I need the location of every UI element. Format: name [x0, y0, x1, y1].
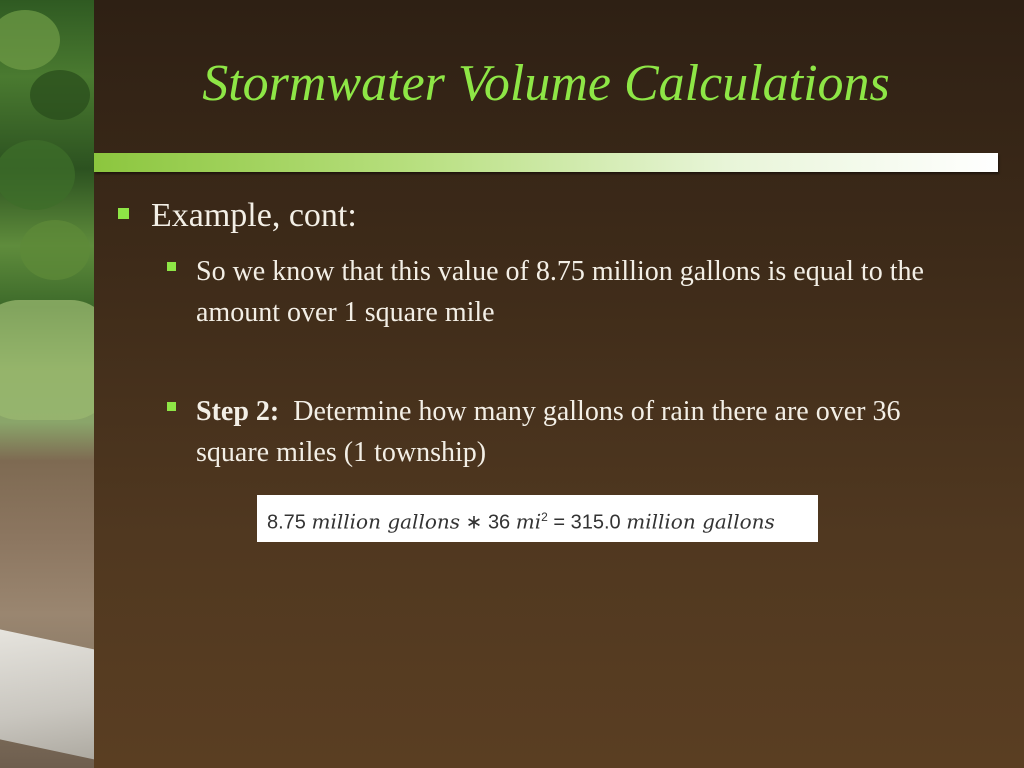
square-bullet-icon [167, 262, 176, 271]
equation-result: 315.0 [570, 511, 621, 534]
equation-operator: ∗ [465, 511, 483, 534]
title-underline-bar [94, 153, 998, 172]
equation-image [257, 495, 818, 542]
bullet-level2 [167, 391, 967, 473]
equation-result-unit: million gallons [626, 509, 775, 534]
bullet-text: So we know that this value of 8.75 million gallons is equal to the amount over 1 square mile [196, 256, 924, 328]
grass-shape [0, 300, 94, 420]
equation-unit-b: mi [515, 509, 542, 534]
foliage-shape [20, 220, 90, 280]
curb-shape [0, 625, 94, 765]
foliage-shape [30, 70, 90, 120]
bullet-level2 [167, 251, 967, 333]
slide [94, 0, 1024, 768]
square-bullet-icon [118, 208, 129, 219]
step-label: Step 2: [196, 396, 280, 427]
foliage-shape [0, 10, 60, 70]
equation-value-a: 8.75 [267, 511, 306, 534]
bullet-level1 [118, 195, 357, 237]
equation-unit-a: million gallons [311, 509, 461, 534]
equation-exponent: 2 [541, 510, 548, 524]
equation [267, 505, 775, 535]
square-bullet-icon [167, 402, 176, 411]
equation-equals: = [553, 511, 566, 534]
bullet-text-group [196, 391, 966, 473]
slide-title: Stormwater Volume Calculations [202, 55, 890, 112]
bullet-text: Example, cont: [151, 197, 357, 234]
foliage-shape [0, 140, 75, 210]
equation-value-b: 36 [487, 511, 511, 534]
bullet-text: Determine how many gallons of rain there are over 36 square miles (1 township) [196, 396, 901, 468]
side-photo-strip [0, 0, 94, 768]
